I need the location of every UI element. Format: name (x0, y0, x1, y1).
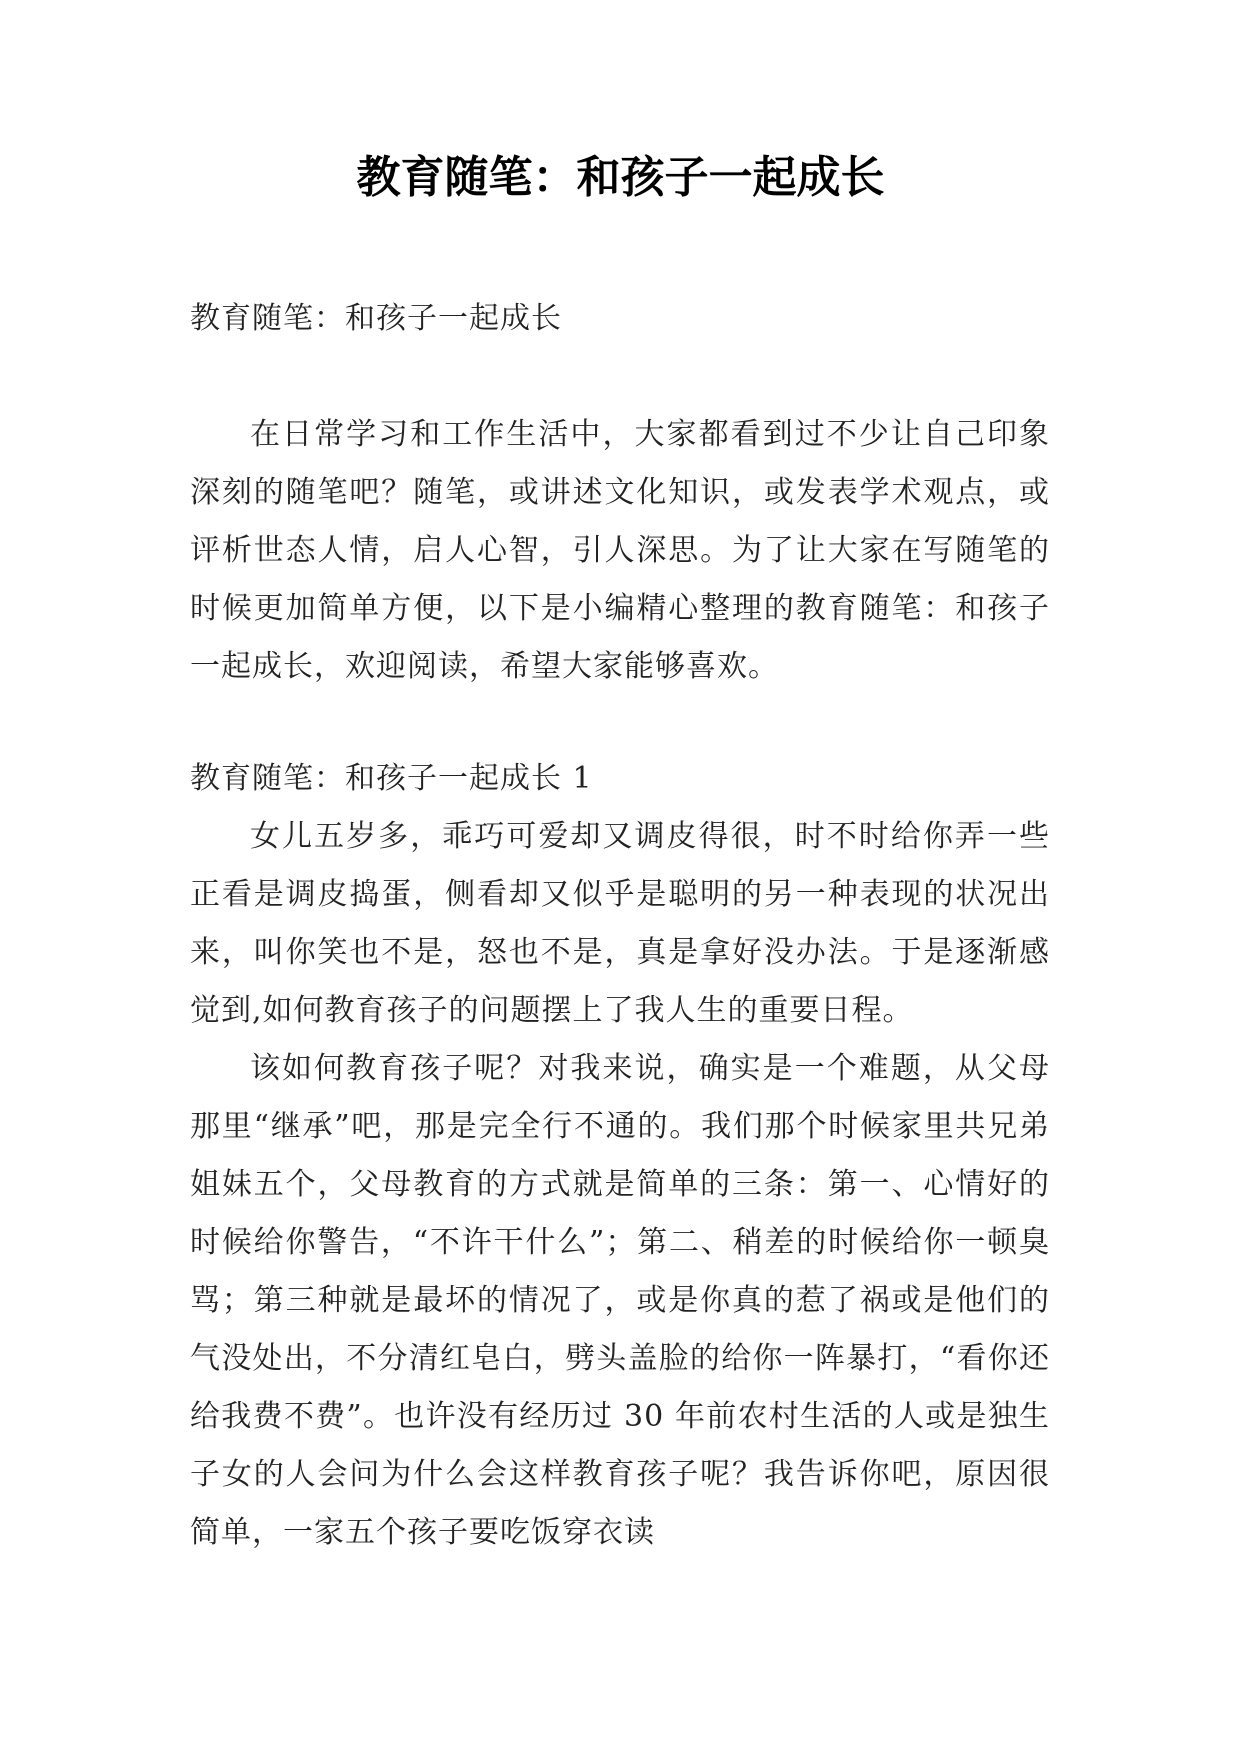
document-subtitle-block (190, 290, 1050, 348)
body-paragraph: 女儿五岁多，乖巧可爱却又调皮得很，时不时给你弄一些正看是调皮捣蛋，侧看却又似乎是聪明的另一种表现的状况出来，叫你笑也不是，怒也不是，真是拿好没办法。于是逐渐感觉到,如何教育孩子的问题摆上了我人生的重要日程。 (190, 819, 1050, 1028)
section-1 (190, 750, 1050, 1562)
body-paragraph: 该如何教育孩子呢？对我来说，确实是一个难题，从父母那里“继承”吧，那是完全行不通的。我们那个时候家里共兄弟姐妹五个，父母教育的方式就是简单的三条：第一、心情好的时候给你警告，“不许干什么”；第二、稍差的时候给你一顿臭骂；第三种就是最坏的情况了，或是你真的惹了祸或是他们的气没处出，不分清红皂白，劈头盖脸的给你一阵暴打，“看你还给我费不费”。也许没有经历过 30 年前农村生活的人或是独生子女的人会问为什么会这样教育孩子呢？我告诉你吧，原因很简单，一家五个孩子要吃饭穿衣读 (190, 1051, 1050, 1550)
section-heading: 教育随笔：和孩子一起成长 1 (190, 761, 593, 796)
document-subtitle: 教育随笔：和孩子一起成长 (190, 301, 562, 336)
document-title: 教育随笔：和孩子一起成长 (356, 152, 885, 203)
intro-block (190, 406, 1050, 696)
intro-paragraph: 在日常学习和工作生活中，大家都看到过不少让自己印象深刻的随笔吧？随笔，或讲述文化知识，或发表学术观点，或评析世态人情，启人心智，引人深思。为了让大家在写随笔的时候更加简单方便，以下是小编精心整理的教育随笔：和孩子一起成长，欢迎阅读，希望大家能够喜欢。 (190, 417, 1050, 684)
